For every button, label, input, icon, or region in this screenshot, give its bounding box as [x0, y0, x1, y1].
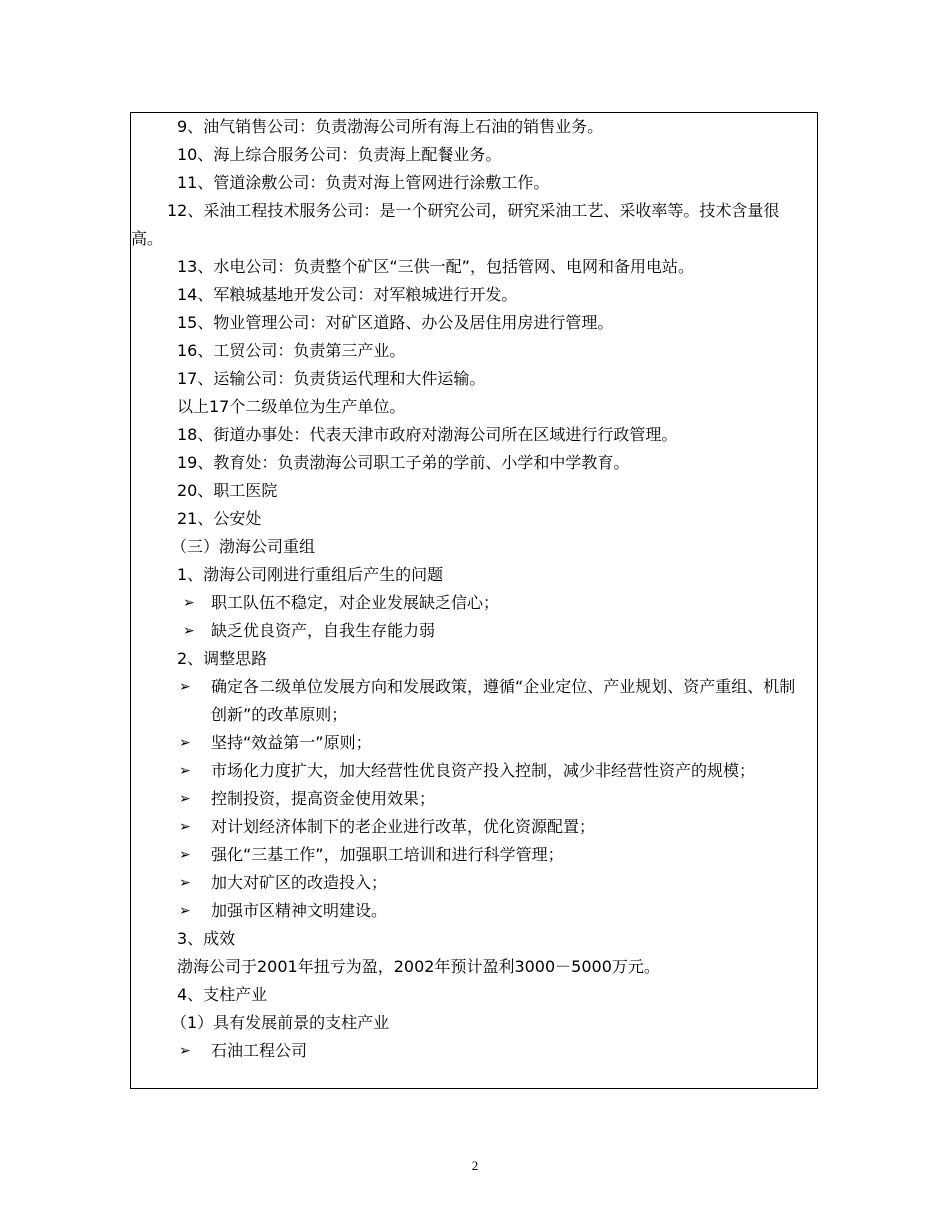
bullet-text: 对计划经济体制下的老企业进行改革，优化资源配置；	[211, 817, 596, 836]
bullet-arrow-icon: ➢	[179, 903, 191, 919]
bullet-item	[141, 673, 811, 729]
list-item: 15、物业管理公司：对矿区道路、办公及居住用房进行管理。	[177, 313, 614, 332]
bullet-text: 确定各二级单位发展方向和发展政策，遵循“企业定位、产业规划、资产重组、机制创新”的改革原则；	[211, 677, 796, 724]
list-item: 13、水电公司：负责整个矿区“三供一配”，包括管网、电网和备用电站。	[177, 257, 694, 276]
bullet-item	[141, 589, 811, 617]
bullet-item	[141, 757, 811, 785]
bullet-text: 市场化力度扩大，加大经营性优良资产投入控制，减少非经营性资产的规模；	[211, 761, 756, 780]
bullet-item	[141, 897, 811, 925]
subsection-heading: 2、调整思路	[177, 649, 268, 668]
subsection-heading: 3、成效	[177, 929, 236, 948]
bullet-arrow-icon: ➢	[179, 791, 191, 807]
bullet-arrow-icon: ➢	[179, 1043, 191, 1059]
bullet-item	[141, 617, 811, 645]
subsection-heading: 4、支柱产业	[177, 985, 268, 1004]
bullet-text: 加大对矿区的改造投入；	[211, 873, 388, 892]
section-heading: （三）渤海公司重组	[171, 537, 316, 556]
bullet-arrow-icon: ➢	[179, 735, 191, 751]
bullet-arrow-icon: ➢	[179, 763, 191, 779]
list-item: 17、运输公司：负责货运代理和大件运输。	[177, 369, 486, 388]
bullet-text: 石油工程公司	[211, 1041, 308, 1060]
bullet-arrow-icon: ➢	[183, 623, 195, 639]
list-item: 21、公安处	[177, 509, 262, 528]
bullet-item	[141, 841, 811, 869]
list-item: 20、职工医院	[177, 481, 278, 500]
bullet-arrow-icon: ➢	[179, 819, 191, 835]
bullet-text: 加强市区精神文明建设。	[211, 901, 388, 920]
list-item: 16、工贸公司：负责第三产业。	[177, 341, 406, 360]
list-item: 10、海上综合服务公司：负责海上配餐业务。	[177, 145, 502, 164]
list-item: 9、油气销售公司：负责渤海公司所有海上石油的销售业务。	[177, 117, 604, 136]
summary-line: 以上17个二级单位为生产单位。	[177, 397, 406, 416]
document-body	[131, 113, 811, 1065]
bullet-item	[141, 785, 811, 813]
result-text: 渤海公司于2001年扭亏为盈，2002年预计盈利3000－5000万元。	[177, 957, 660, 976]
list-item: 19、教育处：负责渤海公司职工子弟的学前、小学和中学教育。	[177, 453, 630, 472]
bullet-text: 控制投资，提高资金使用效果；	[211, 789, 436, 808]
content-table-cell	[130, 112, 818, 1089]
bullet-arrow-icon: ➢	[183, 595, 195, 611]
bullet-arrow-icon: ➢	[179, 679, 191, 695]
list-item: 11、管道涂敷公司：负责对海上管网进行涂敷工作。	[177, 173, 550, 192]
bullet-arrow-icon: ➢	[179, 875, 191, 891]
page-number: 2	[471, 1158, 479, 1173]
bullet-item	[141, 813, 811, 841]
list-item: 12、采油工程技术服务公司：是一个研究公司，研究采油工艺、采收率等。技术含量很高。	[131, 201, 780, 248]
bullet-text: 强化“三基工作”，加强职工培训和进行科学管理；	[211, 845, 564, 864]
bullet-item	[141, 1037, 811, 1065]
bullet-text: 缺乏优良资产，自我生存能力弱	[211, 621, 436, 640]
bullet-item	[141, 869, 811, 897]
subsection-heading: 1、渤海公司刚进行重组后产生的问题	[177, 565, 444, 584]
bullet-arrow-icon: ➢	[179, 847, 191, 863]
bullet-item	[141, 729, 811, 757]
subsection-heading: （1）具有发展前景的支柱产业	[171, 1013, 390, 1032]
list-item: 14、军粮城基地开发公司：对军粮城进行开发。	[177, 285, 518, 304]
list-item: 18、街道办事处：代表天津市政府对渤海公司所在区域进行行政管理。	[177, 425, 678, 444]
bullet-text: 坚持“效益第一”原则；	[211, 733, 372, 752]
bullet-text: 职工队伍不稳定，对企业发展缺乏信心；	[211, 593, 500, 612]
